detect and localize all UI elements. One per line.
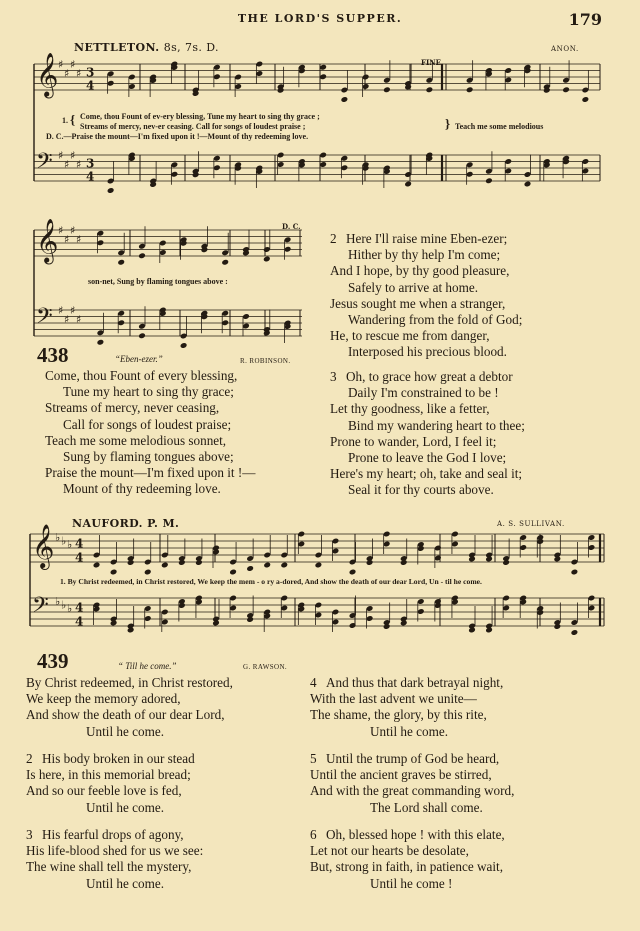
hymn-author-439: G. RAWSON. xyxy=(243,663,288,671)
time-signature: 4 xyxy=(75,550,84,565)
time-signature: 4 xyxy=(86,78,95,93)
fine-label: FINE. xyxy=(421,58,444,67)
hymn-title-439: “ Till he come.” xyxy=(118,661,177,671)
verse-439-4 xyxy=(310,675,503,740)
staff-lyric-dc-line: D. C.—Praise the mount—I'm fixed upon it !—Mount of thy redeeming love. xyxy=(46,132,309,141)
verse-line: Until the ancient graves be stirred, xyxy=(310,767,492,783)
sharp-sign: ♯ xyxy=(64,313,70,326)
sharp-sign: ♯ xyxy=(76,67,82,80)
time-signature: 4 xyxy=(75,600,84,615)
verse-line: He, to rescue me from danger, xyxy=(330,328,490,344)
note-head xyxy=(571,629,579,636)
note-head xyxy=(97,339,105,346)
flat-sign: ♭ xyxy=(55,531,61,544)
note-head xyxy=(107,187,115,194)
flat-sign: ♭ xyxy=(67,602,73,615)
note-head xyxy=(161,562,169,569)
verse-line: 4 And thus that dark betrayal night, xyxy=(310,675,504,690)
verse-line: Wandering from the fold of God; xyxy=(348,312,523,328)
verse-line: 3 Oh, to grace how great a debtor xyxy=(330,369,513,384)
running-head: THE LORD'S SUPPER. xyxy=(237,12,403,25)
note-head xyxy=(93,562,101,569)
sharp-sign: ♯ xyxy=(64,158,70,171)
brace-glyph-right: } xyxy=(445,116,451,131)
verse-line: And I hope, by thy good pleasure, xyxy=(330,263,510,279)
verse-line: With the last advent we unite— xyxy=(310,691,477,707)
verse-line: The shame, the glory, by this rite, xyxy=(310,707,487,723)
verse-439-2 xyxy=(26,751,195,816)
tune-name-nettleton: NETTLETON. 8s, 7s. D. xyxy=(74,41,219,54)
verse-438-3 xyxy=(330,369,525,499)
verse-line: The Lord shall come. xyxy=(370,799,483,815)
sharp-sign: ♯ xyxy=(58,303,64,317)
note-head xyxy=(315,562,323,569)
verse-438-2 xyxy=(330,231,522,361)
verse-line: Seal it for thy courts above. xyxy=(348,482,494,498)
note-head xyxy=(117,259,125,266)
note-head xyxy=(383,86,391,93)
note-head xyxy=(229,569,237,576)
bass-clef: 𝄢 xyxy=(36,303,53,334)
staff-lyric-line1: Come, thou Fount of ev-ery blessing, Tune my heart to sing thy grace ; xyxy=(80,112,320,121)
staff-verse-number: 1. xyxy=(62,116,68,125)
verse-439-5 xyxy=(310,751,514,816)
verse-line: Sung by flaming tongues above; xyxy=(63,449,234,465)
verse-line: Come, thou Fount of every blessing, xyxy=(45,368,238,383)
verse-line: Until he come ! xyxy=(370,875,453,891)
verse-line: Safely to arrive at home. xyxy=(348,279,478,295)
time-signature: 3 xyxy=(86,156,95,171)
note-head xyxy=(138,252,146,259)
staff-lyric-line2-tail: Teach me some melodious xyxy=(455,122,544,131)
verse-line: 6 Oh, blessed hope ! with this elate, xyxy=(310,827,505,842)
verse-line: Is here, in this memorial bread; xyxy=(26,767,191,783)
verse-439-1 xyxy=(26,675,233,740)
verse-line: Praise the mount—I'm fixed upon it !— xyxy=(45,465,256,481)
verse-line: Until he come. xyxy=(86,723,165,739)
sharp-sign: ♯ xyxy=(58,148,64,162)
note-head xyxy=(582,96,590,103)
hymn-number-439: 439 xyxy=(37,649,69,673)
note-head xyxy=(180,342,188,349)
sharp-sign: ♯ xyxy=(58,57,64,71)
hymn-number-438: 438 xyxy=(37,343,69,367)
page-number: 179 xyxy=(568,10,602,29)
hymn-author-438: R. ROBINSON. xyxy=(240,357,291,365)
verse-439-3 xyxy=(26,827,203,892)
note-head xyxy=(426,86,434,93)
brace-glyph: { xyxy=(70,112,76,127)
treble-clef: 𝄞 xyxy=(36,218,59,263)
verse-line: Mount of thy redeeming love. xyxy=(63,481,221,497)
verse-line: The wine shall tell the mystery, xyxy=(26,859,192,875)
verse-line: Daily I'm constrained to be ! xyxy=(348,385,499,401)
verse-line: But, strong in faith, in patience wait, xyxy=(310,859,504,875)
note-head xyxy=(571,569,579,576)
time-signature: 4 xyxy=(75,614,84,629)
verse-line: And with the great commanding word, xyxy=(310,783,515,799)
note-head xyxy=(466,86,474,93)
flat-sign: ♭ xyxy=(61,598,67,612)
tune-name-nauford: NAUFORD. P. M. xyxy=(72,517,180,530)
bass-clef: 𝄢 xyxy=(36,148,53,179)
flat-sign: ♭ xyxy=(67,538,73,551)
verse-line: Prone to wander, Lord, I feel it; xyxy=(330,433,497,449)
note-head xyxy=(221,259,229,266)
note-head xyxy=(562,86,570,93)
staff-lyric-439: 1. By Christ redeemed, in Christ restored, We keep the mem - o ry a-dored, And show the death of our dear Lord, Un - til he come. xyxy=(60,577,482,586)
staff-lyric-system2: son-net, Sung by flaming tongues above : xyxy=(88,277,228,286)
time-signature: 4 xyxy=(75,536,84,551)
verse-line: Call for songs of loudest praise; xyxy=(63,416,232,432)
verse-439-6 xyxy=(310,827,505,892)
sharp-sign: ♯ xyxy=(70,223,76,237)
verse-438-1 xyxy=(45,368,255,498)
note-head xyxy=(485,177,493,184)
verse-line: Let thy goodness, like a fetter, xyxy=(330,401,490,417)
note-head xyxy=(524,181,532,188)
dc-label: D. C. xyxy=(282,222,301,231)
note-head xyxy=(144,569,152,576)
verse-line: Interposed his precious blood. xyxy=(348,344,507,360)
verse-line: Let not our hearts be desolate, xyxy=(310,843,469,859)
note-head xyxy=(349,569,357,576)
sharp-sign: ♯ xyxy=(70,148,76,162)
composer-sullivan: A. S. SULLIVAN. xyxy=(497,520,565,528)
note-head xyxy=(263,256,271,263)
verse-line: We keep the memory adored, xyxy=(26,691,181,707)
sharp-sign: ♯ xyxy=(58,223,64,237)
note-head xyxy=(246,565,254,572)
verse-line: Until he come. xyxy=(86,799,165,815)
verse-line: 2 His body broken in our stead xyxy=(26,751,195,766)
time-signature: 3 xyxy=(86,65,95,80)
bass-clef: 𝄢 xyxy=(32,593,49,624)
verse-line: Prone to leave the God I love; xyxy=(348,450,507,466)
time-signature: 4 xyxy=(86,169,95,184)
treble-clef: 𝄞 xyxy=(36,52,59,97)
verse-line: And so our feeble love is fed, xyxy=(26,783,182,799)
sharp-sign: ♯ xyxy=(76,313,82,326)
sharp-sign: ♯ xyxy=(76,233,82,246)
verse-line: Until he come. xyxy=(370,723,449,739)
verse-line: 2 Here I'll raise mine Eben-ezer; xyxy=(330,231,508,246)
verse-line: Teach me some melodious sonnet, xyxy=(45,432,227,448)
note-head xyxy=(280,562,288,569)
verse-line: 5 Until the trump of God be heard, xyxy=(310,751,500,766)
treble-clef: 𝄞 xyxy=(32,524,55,569)
verse-line: Until he come. xyxy=(86,875,165,891)
sharp-sign: ♯ xyxy=(70,57,76,71)
sharp-sign: ♯ xyxy=(64,67,70,80)
hymn-title-438: “Eben-ezer.” xyxy=(115,354,163,364)
sharp-sign: ♯ xyxy=(64,233,70,246)
verse-line: And show the death of our dear Lord, xyxy=(26,707,225,723)
flat-sign: ♭ xyxy=(55,595,61,608)
sharp-sign: ♯ xyxy=(76,158,82,171)
composer-anon: ANON. xyxy=(551,45,579,53)
verse-line: Streams of mercy, never ceasing, xyxy=(45,400,220,416)
note-head xyxy=(404,181,412,188)
note-head xyxy=(110,569,118,576)
verse-line: Here's my heart; oh, take and seal it; xyxy=(330,466,523,482)
sharp-sign: ♯ xyxy=(70,303,76,317)
note-head xyxy=(263,562,271,569)
verse-line: His life-blood shed for us we see: xyxy=(26,843,204,859)
verse-line: Hither by thy help I'm come; xyxy=(348,247,501,263)
verse-line: Tune my heart to sing thy grace; xyxy=(63,384,234,400)
verse-line: 3 His fearful drops of agony, xyxy=(26,827,184,842)
note-head xyxy=(341,96,349,103)
verse-line: Bind my wandering heart to thee; xyxy=(348,417,525,433)
staff-lyric-line2: Streams of mercy, nev-er ceasing. Call for songs of loudest praise ; xyxy=(80,122,306,131)
flat-sign: ♭ xyxy=(61,534,67,548)
verse-line: Jesus sought me when a stranger, xyxy=(330,295,506,311)
verse-line: By Christ redeemed, in Christ restored, xyxy=(26,675,233,690)
note-head xyxy=(138,332,146,339)
